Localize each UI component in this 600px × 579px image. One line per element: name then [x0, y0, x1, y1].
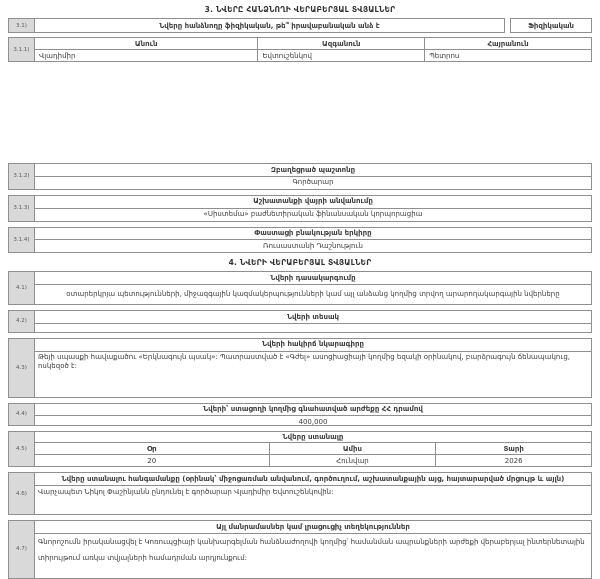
field-value-additional-info: Գնորոշումն իրականացվել է Կոռուպցիայի կանխարգելման հանձնաժողովի կողմից՝ համանման ապրանքների արժեքի վերաբերյալ ինտերնետային տիրույթում առկա տվյալների համադրման արդյունքում:: [38, 538, 585, 562]
field-label-gift-receipt-date: Նվերը ստանալը: [35, 432, 591, 443]
field-label-workplace: Աշխատանքի վայրի անվանումը: [35, 196, 591, 209]
col-header-first-name: Անուն: [35, 38, 257, 50]
value-last-name: Եվտուշենկով: [257, 50, 424, 61]
row-4-1: [8, 271, 592, 305]
field-value-gift-value-amd: 400,000: [298, 417, 328, 426]
row-4-6: [8, 472, 592, 515]
col-header-last-name: Ազգանուն: [257, 38, 424, 50]
item-number-4-3: 4.3): [9, 339, 35, 397]
question-3-1-box: [8, 18, 505, 33]
field-value-position: Գործարար: [292, 178, 334, 187]
blank-space: [8, 67, 592, 163]
item-number-4-6: 4.6): [9, 473, 35, 514]
field-label-additional-info: Այլ մանրամասներ կամ լրացուցիչ տեղեկություններ: [35, 521, 591, 534]
row-3-1-3: [8, 195, 592, 222]
row-4-4: [8, 403, 592, 427]
row-4-2: [8, 310, 592, 333]
field-value-residence-country: Ռուսաստանի Դաշնություն: [263, 241, 363, 250]
item-number-4-5: 4.5): [9, 432, 35, 466]
row-3-1-4: [8, 227, 592, 254]
row-4-5: [8, 431, 592, 467]
row-4-7: [8, 520, 592, 579]
section-3-title: 3. ՆՎԵՐԸ ՀԱՆՁՆՈՂԻ ՎԵՐԱԲԵՐՅԱԼ ՏՎՅԱԼՆԵՐ: [204, 5, 396, 14]
item-number-3-1: 3.1): [9, 19, 35, 32]
row-3-1-1: [8, 37, 592, 62]
date-table: [35, 443, 591, 466]
value-day: 20: [147, 456, 157, 465]
field-label-position: Զբաղեցրած պաշտոնը: [35, 164, 591, 177]
field-value-gift-type: [35, 324, 591, 332]
item-number-3-1-4: 3.1.4): [9, 228, 35, 253]
col-header-year: Տարի: [435, 443, 591, 455]
name-table: [35, 38, 591, 61]
field-label-gift-value-amd: Նվերի՝ ստացողի կողմից գնահատված արժեքը ՀՀ դրամով: [35, 404, 591, 417]
item-number-4-1: 4.1): [9, 272, 35, 304]
field-label-gift-description: Նվերի հակիրճ նկարագիրը: [35, 339, 591, 352]
item-number-4-2: 4.2): [9, 311, 35, 332]
row-3-1-2: [8, 163, 592, 190]
col-header-month: Ամիս: [269, 443, 436, 455]
value-month: Հունվար: [269, 455, 436, 466]
row-4-3: [8, 338, 592, 398]
field-label-gift-type: Նվերի տեսակ: [35, 311, 591, 324]
section-4-title: 4. ՆՎԵՐԻ ՎԵՐԱԲԵՐՅԱԼ ՏՎՅԱԼՆԵՐ: [228, 258, 372, 268]
item-number-3-1-1: 3.1.1): [9, 38, 35, 61]
col-header-patronymic: Հայրանուն: [424, 38, 591, 50]
field-value-workplace: «Սիստեմա» բաժնետիրական ֆինանսական կորպորացիա: [203, 210, 423, 218]
field-value-gift-description: Թեյի սպասքի հավաքածու «Երկնագույն պսակ»: Պատրաստված է «Գժել» ասոցիացիայի կողմից եզակի օրինակով, բարձրագույն ճենապակուց, ոսկեզօծ է:: [38, 353, 571, 371]
field-label-residence-country: Փաստացի բնակության երկիրը: [35, 228, 591, 241]
col-header-day: Օր: [35, 443, 269, 455]
field-label-receipt-circumstance: Նվերը ստանալու հանգամանքը (օրինակ՝ միջոցառման անվանում, գործուղում, աշխատանքային այց, հայտարարված մրցույթ և այլն): [35, 473, 591, 486]
item-number-4-4: 4.4): [9, 404, 35, 426]
item-number-3-1-2: 3.1.2): [9, 164, 35, 189]
value-patronymic: Պետրոս: [424, 50, 591, 61]
question-3-1-text: Նվերը հանձնողը ֆիզիկական, թե՞ իրավաբանական անձ է: [159, 21, 380, 30]
answer-3-1-box: Ֆիզիկական: [510, 18, 592, 33]
value-first-name: Վլադիմիր: [39, 51, 76, 60]
field-value-receipt-circumstance: Վարչապետ Նիկոլ Փաշինյանն ընդունել է գործարար Վլադիմիր Եվտուշենկովին:: [38, 487, 334, 496]
field-label-gift-classification: Նվերի դասակարգումը: [35, 272, 591, 285]
value-year: 2026: [435, 455, 591, 466]
item-number-3-1-3: 3.1.3): [9, 196, 35, 221]
row-3-1: [8, 18, 592, 33]
item-number-4-7: 4.7): [9, 521, 35, 578]
field-value-gift-classification: օտարերկրյա պետությունների, միջազգային կազմակերպությունների կամ այլ անձանց կողմից տրվող արարողակարգային նվերները: [66, 289, 560, 298]
